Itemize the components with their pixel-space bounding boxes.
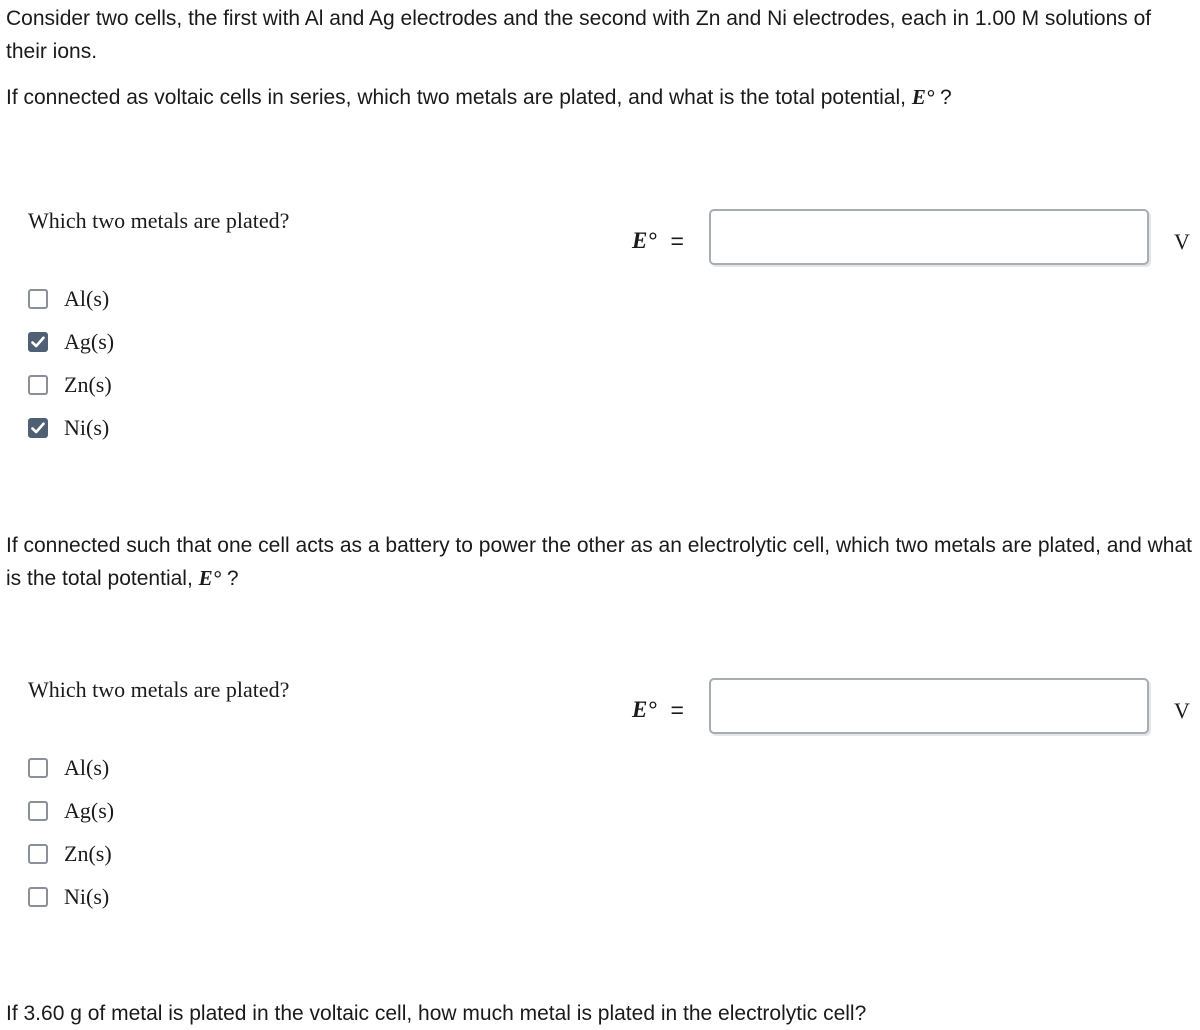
part1-unit: V [1174, 229, 1190, 254]
option-label: Ni(s) [64, 415, 110, 440]
part1-option-zn[interactable] [28, 372, 112, 398]
checkbox[interactable] [28, 418, 48, 438]
problem-intro: Consider two cells, the first with Al and Ag electrodes and the second with Zn and Ni electrodes, each in 1.00 M solutions of their ions. [6, 7, 1152, 63]
part2-e-label [632, 697, 684, 723]
option-label: Ni(s) [64, 884, 110, 909]
part2-unit: V [1174, 698, 1190, 723]
part2-question: If connected such that one cell acts as a battery to power the other as an electrolytic cell, which two metals are plated, and what is the total potential, E° ? [6, 534, 1192, 590]
option-label: Al(s) [64, 286, 110, 311]
checkbox[interactable] [28, 375, 48, 395]
option-label: Zn(s) [64, 372, 112, 397]
part2-potential-input[interactable] [709, 678, 1149, 734]
checkbox[interactable] [28, 801, 48, 821]
option-label: Al(s) [64, 755, 110, 780]
checkbox[interactable] [28, 332, 48, 352]
part1-e-label [632, 228, 684, 254]
part2-question-symbol: E° [198, 566, 222, 590]
part2-plated-label: Which two metals are plated? [28, 677, 290, 702]
part1-option-ni[interactable] [28, 415, 109, 441]
part1-potential-input[interactable] [709, 209, 1149, 265]
part1-option-al[interactable] [28, 286, 109, 312]
e-symbol: E° [632, 228, 657, 253]
e-symbol: E° [632, 697, 657, 722]
checkbox[interactable] [28, 887, 48, 907]
part1-question: If connected as voltaic cells in series, which two metals are plated, and what is the total potential, E° ? [6, 85, 952, 109]
option-label: Zn(s) [64, 841, 112, 866]
checkmark-icon [31, 336, 45, 348]
part2-option-al[interactable] [28, 755, 109, 781]
checkbox[interactable] [28, 844, 48, 864]
checkmark-icon [31, 422, 45, 434]
checkbox[interactable] [28, 289, 48, 309]
checkbox[interactable] [28, 758, 48, 778]
part2-option-zn[interactable] [28, 841, 112, 867]
part1-option-ag[interactable] [28, 329, 114, 355]
option-label: Ag(s) [64, 798, 115, 823]
part2-option-ni[interactable] [28, 884, 109, 910]
part2-option-ag[interactable] [28, 798, 114, 824]
option-label: Ag(s) [64, 329, 115, 354]
equals-sign: = [670, 697, 684, 723]
part1-question-symbol: E° [911, 85, 935, 109]
part1-plated-label: Which two metals are plated? [28, 208, 290, 233]
part3-question: If 3.60 g of metal is plated in the voltaic cell, how much metal is plated in the electrolytic cell? [6, 1002, 867, 1025]
equals-sign: = [670, 228, 684, 254]
